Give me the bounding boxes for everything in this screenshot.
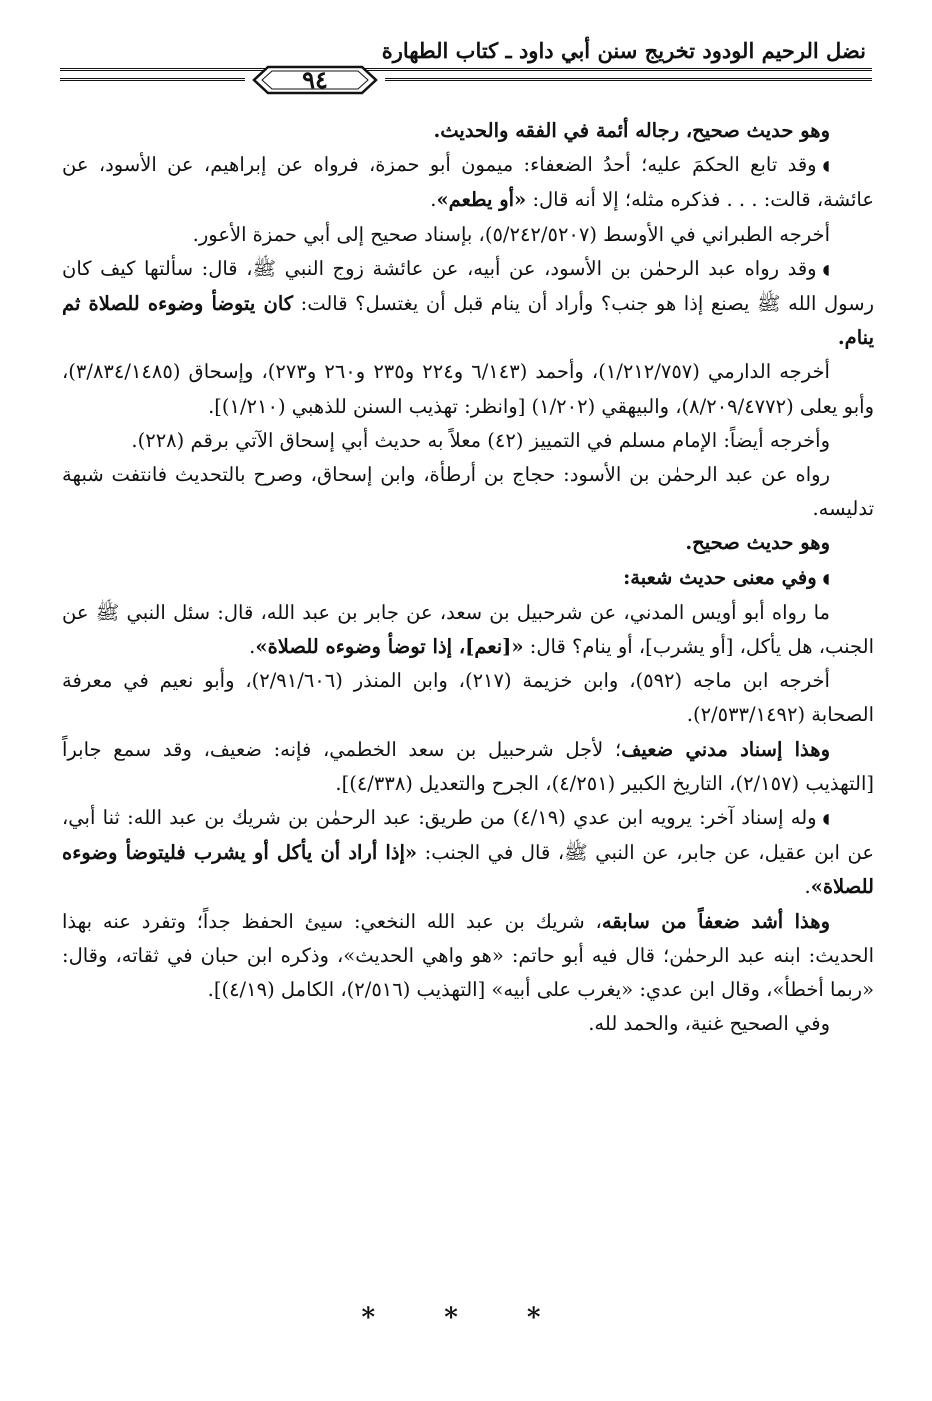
paragraph <box>62 424 874 458</box>
paragraph <box>62 148 874 217</box>
text: وأخرجه أيضاً: الإمام مسلم في التمييز (٤٢) معلاً به حديث أبي إسحاق الآتي برقم (٢٢٨). <box>131 428 830 452</box>
paragraph <box>62 355 874 423</box>
paragraph <box>62 218 874 252</box>
bold-text: وهو حديث صحيح، رجاله أئمة في الفقه والحديث. <box>433 119 830 142</box>
paragraph <box>62 526 874 560</box>
paragraph <box>62 596 874 664</box>
text: أخرجه ابن ماجه (٥٩٢)، وابن خزيمة (٢١٧)، وابن المنذر (٢/٩١/٦٠٦)، وأبو نعيم في معرفة الصحابة (٢/٥٣٣/١٤٩٢). <box>62 669 874 727</box>
bold-text: وهو حديث صحيح. <box>685 531 830 555</box>
page-number: ٩٤ <box>302 65 328 94</box>
text: أخرجه الدارمي (١/٢١٢/٧٥٧)، وأحمد (٦/١٤٣ و٢٢٤ و٢٣٥ و٢٦٠ و٢٧٣)، وإسحاق (٣/٨٣٤/١٤٨٥)، وأبو يعلى (٨/٢٠٩/٤٧٧٢)، والبيهقي (١/٢٠٢) [وانظر: تهذيب السنن للذهبي (١/٢١٠)]. <box>62 360 874 418</box>
bullet-icon: ◖ <box>822 811 830 828</box>
text: وقد تابع الحكمَ عليه؛ أحدُ الضعفاء: ميمون أبو حمزة، فرواه عن إبراهيم، عن الأسود، عن عائشة، قالت: . . . فذكره مثله؛ إلا أنه قال: <box>62 153 874 212</box>
text: أخرجه الطبراني في الأوسط (٥/٢٤٢/٥٢٠٧)، بإسناد صحيح إلى أبي حمزة الأعور. <box>192 222 830 246</box>
paragraph <box>62 252 874 356</box>
paragraph <box>62 114 874 148</box>
paragraph <box>62 664 874 732</box>
text: . <box>430 188 437 212</box>
text: رواه عن عبد الرحمٰن بن الأسود: حجاج بن أرطأة، وابن إسحاق، وصرح بالتحديث فانتفت شبهة تدليسه. <box>62 463 874 521</box>
bullet-icon: ◖ <box>822 158 830 175</box>
running-title: نضل الرحيم الودود تخريج سنن أبي داود ـ كتاب الطهارة <box>381 38 866 63</box>
text: وقد رواه عبد الرحمٰن بن الأسود، عن أبيه، عن عائشة زوج النبي ﷺ، قال: سألتها كيف كان رسول الله ﷺ يصنع إذا هو جنب؟ وأراد أن ينام قبل أن يغتسل؟ قالت: <box>62 256 874 316</box>
bullet-icon: ◖ <box>822 570 830 587</box>
bold-text: وهذا إسناد مدني ضعيف <box>621 737 830 761</box>
text: وفي الصحيح غنية، والحمد لله. <box>588 1012 830 1036</box>
paragraph <box>62 733 874 801</box>
paragraph <box>62 905 874 1008</box>
paragraph <box>62 458 874 526</box>
bullet-icon: ◖ <box>822 261 830 278</box>
paragraph <box>62 1007 874 1041</box>
main-text <box>62 114 874 1041</box>
paragraph <box>62 801 874 905</box>
text: . <box>249 635 256 659</box>
header-rule-right <box>385 78 872 81</box>
bold-text: «إذا أراد أن يأكل أو يشرب فليتوضأ وضوءه للصلاة» <box>62 841 874 899</box>
header-rule-left <box>60 78 245 81</box>
bold-text: «أو يطعم» <box>436 188 527 212</box>
text: ما رواه أبو أويس المدني، عن شرحبيل بن سعد، عن جابر بن عبد الله، قال: سئل النبي ﷺ عن الجنب، هل يأكل، [أو يشرب]، أو ينام؟ قال: <box>62 600 874 659</box>
text: وله إسناد آخر: يرويه ابن عدي (٤/١٩) من طريق: عبد الرحمٰن بن شريك بن عبد الله: ثنا أبي، عن ابن عقيل، عن جابر، عن النبي ﷺ، قال في الجنب: <box>62 806 874 865</box>
bold-text: «[نعم]، إذا توضأ وضوءه للصلاة» <box>255 635 524 659</box>
text: ، شريك بن عبد الله النخعي: سيئ الحفظ جداً؛ وتفرد عنه بهذا الحديث: ابنه عبد الرحمٰن؛ قال فيه أبو حاتم: «هو واهي الحديث»، وذكره ابن حبان في ثقاته، وقال: «ربما أخطأ»، وقال ابن عدي: «يغرب على أبيه» [التهذيب (٢/٥١٦)، الكامل (٤/١٩)]. <box>62 909 874 1002</box>
bold-text: وفي معنى حديث شعبة: <box>623 565 817 589</box>
bold-text: وهذا أشد ضعفاً من سابقه <box>601 909 830 933</box>
page-header <box>60 38 872 98</box>
bold-text: كان يتوضأ وضوءه للصلاة ثم ينام. <box>62 292 874 350</box>
paragraph <box>62 561 874 596</box>
section-separator: * * * <box>361 1303 571 1333</box>
text: ؛ لأجل شرحبيل بن سعد الخطمي، فإنه: ضعيف، وقد سمع جابراً [التهذيب (٢/١٥٧)، التاريخ الكبير (٤/٢٥١)، الجرح والتعديل (٤/٣٣٨)]. <box>62 737 874 795</box>
text: . <box>804 875 811 899</box>
header-rule-top <box>60 68 872 71</box>
page-number-badge <box>250 64 380 96</box>
